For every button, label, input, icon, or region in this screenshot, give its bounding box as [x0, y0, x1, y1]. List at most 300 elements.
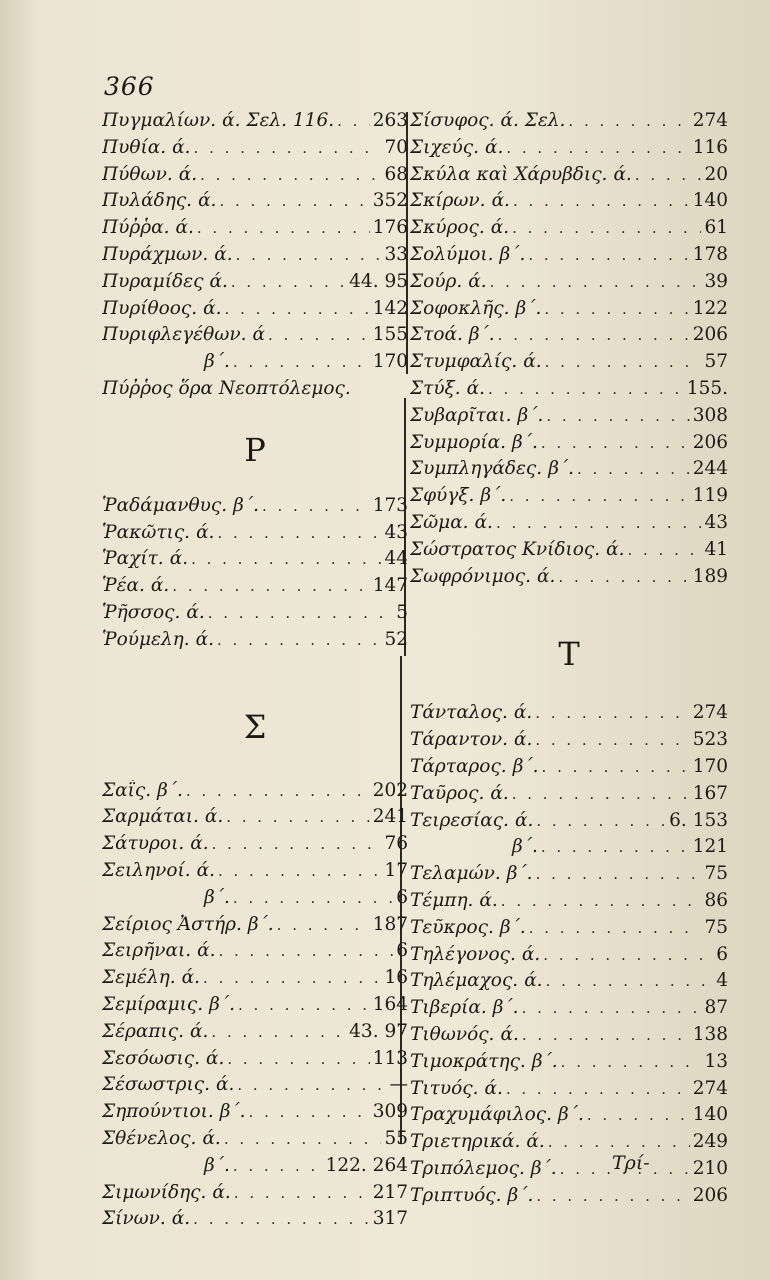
index-entry-pages: 41 — [704, 538, 728, 560]
right-column — [410, 110, 728, 1211]
leader-dots — [211, 1023, 346, 1041]
index-entry-pages: 122 — [692, 297, 728, 319]
index-entry-pages: 6 — [396, 940, 408, 962]
index-entry-pages: 202 — [372, 779, 408, 801]
index-entry — [410, 566, 728, 593]
leader-dots — [496, 514, 702, 532]
leader-dots — [238, 996, 370, 1014]
index-entry-pages: 164 — [372, 993, 408, 1015]
index-entry — [410, 1185, 728, 1212]
index-entry-pages: 176 — [372, 217, 408, 239]
index-list-pi — [102, 110, 408, 378]
index-entry-name: Σέραπις. — [102, 1020, 185, 1042]
leader-dots — [224, 1130, 382, 1148]
leader-dots — [561, 1053, 702, 1071]
index-entry — [102, 914, 408, 941]
index-entry — [102, 940, 408, 967]
index-entry-volume: β΄. — [506, 863, 533, 885]
index-entry-volume: β΄. — [530, 1157, 557, 1179]
leader-dots — [226, 808, 369, 826]
index-entry-volume: ά. — [490, 782, 509, 804]
index-entry-pages: 274 — [692, 110, 728, 131]
leader-dots — [186, 782, 370, 800]
index-entry-volume: ά. — [484, 1077, 503, 1099]
index-entry — [410, 405, 728, 432]
leader-dots — [536, 865, 702, 883]
index-entry-volume: ά. — [466, 377, 486, 399]
index-entry-name: Πυρίθοος. — [102, 297, 198, 319]
leader-dots — [498, 326, 690, 344]
index-entry — [102, 548, 408, 575]
index-entry-pages: 4 — [716, 970, 728, 992]
leader-dots — [529, 919, 702, 937]
index-entry-name: Ῥαχίτ. — [102, 548, 164, 570]
index-entry-name: Σώστρατος Κνίδιος. — [410, 538, 601, 560]
index-entry-pages: 170 — [372, 351, 408, 373]
index-entry-pages: 263 — [372, 110, 408, 131]
leader-dots — [191, 550, 381, 568]
index-entry-volume: β΄. — [204, 1154, 230, 1176]
index-entry-pages: 178 — [692, 243, 728, 265]
index-entry-volume: ά. — [490, 217, 510, 239]
index-entry-volume: ά. — [468, 270, 487, 292]
index-entry-pages: 70 — [384, 136, 408, 158]
index-entry-pages: 75 — [704, 863, 728, 885]
index-entry — [410, 1024, 728, 1051]
index-entry — [102, 967, 408, 994]
index-entry-volume: ά. — [172, 136, 191, 158]
index-entry-pages: 147 — [372, 575, 408, 597]
index-entry — [410, 458, 728, 485]
index-entry-name: Τριπόλεμος. — [410, 1157, 525, 1179]
index-entry-volume: β΄. — [157, 779, 183, 801]
index-entry-volume: β΄. — [515, 297, 542, 319]
index-entry-volume: ά. — [202, 1127, 221, 1149]
index-entry-volume: ά. — [204, 806, 224, 828]
leader-dots — [233, 889, 393, 907]
index-entry — [410, 432, 728, 459]
index-entry-name: Σοφοκλῆς. — [410, 297, 510, 319]
leader-dots — [522, 999, 702, 1017]
index-entry-pages: 122. 264 — [325, 1154, 408, 1176]
index-entry-name: Πυραμίδες — [102, 270, 204, 292]
leader-dots — [541, 434, 690, 452]
index-entry-name: Πυγμαλίων. — [102, 110, 217, 131]
index-entry-name: Τελαμών. — [410, 863, 501, 885]
index-entry-volume: β΄. — [219, 1101, 246, 1123]
index-entry — [410, 244, 728, 271]
index-entry-volume: β΄. — [512, 836, 538, 858]
leader-dots — [512, 785, 690, 803]
index-entry-volume: ά — [252, 324, 265, 346]
leader-dots — [535, 704, 689, 722]
index-entry — [102, 164, 408, 191]
leader-dots — [627, 541, 701, 559]
index-entry — [410, 1051, 728, 1078]
leader-dots — [513, 192, 690, 210]
index-entry-volume: ά. — [500, 1023, 519, 1045]
leader-dots — [217, 524, 381, 542]
index-entry — [410, 1131, 728, 1158]
index-entry-pages: 68 — [384, 163, 408, 185]
index-entry-pages: 317 — [372, 1208, 408, 1230]
leader-dots — [218, 862, 381, 880]
index-entry-volume: ά. — [212, 1181, 231, 1203]
leader-dots — [234, 1184, 370, 1202]
leader-dots — [541, 838, 690, 856]
index-entry-name: Τάνταλος. — [410, 702, 508, 724]
index-entry — [102, 1074, 408, 1101]
index-entry-pages: 33 — [384, 243, 408, 265]
index-entry — [410, 702, 728, 729]
index-entry-name: Πυριφλεγέθων. — [102, 324, 247, 346]
leader-dots — [200, 166, 381, 184]
index-entry-pages: 138 — [692, 1023, 728, 1045]
index-entry-pages: 142 — [372, 297, 408, 319]
index-entry-pages: 308 — [692, 404, 728, 426]
index-entry-pages: 309 — [372, 1101, 408, 1123]
index-entry — [410, 783, 728, 810]
leader-dots — [528, 246, 689, 264]
leader-dots — [268, 326, 370, 344]
index-entry — [102, 1021, 408, 1048]
index-entry-name: Σκίρων. — [410, 190, 486, 212]
index-list-sigma-continued — [410, 110, 728, 592]
index-entry-name: Πυράχμων. — [102, 243, 209, 265]
leader-dots — [277, 916, 370, 934]
index-entry — [102, 298, 408, 325]
index-entry-pages: 57 — [704, 351, 728, 373]
leader-dots — [231, 273, 346, 291]
index-entry — [410, 217, 728, 244]
index-entry — [102, 110, 408, 137]
index-entry-name: Σκύλα καὶ Χάρυβδις. — [410, 163, 608, 185]
index-entry — [102, 324, 408, 351]
leader-dots — [208, 604, 394, 622]
index-entry-pages: 76 — [384, 833, 408, 855]
index-entry-pages: 167 — [692, 782, 728, 804]
index-entry-volume: β΄. — [233, 494, 259, 516]
index-entry-volume: ά. — [203, 297, 222, 319]
index-entry-name: Στυμφαλίς. — [410, 351, 518, 373]
index-entry-pages: 274 — [692, 702, 728, 724]
index-entry-pages: 61 — [704, 217, 728, 239]
index-entry-name: Πύθων. — [102, 163, 173, 185]
index-entry — [102, 994, 408, 1021]
index-entry-volume: β΄. — [247, 913, 274, 935]
leader-dots — [488, 380, 684, 398]
index-entry-name: Ῥέα. — [102, 575, 145, 597]
leader-dots — [543, 946, 713, 964]
leader-dots — [577, 460, 690, 478]
index-entry-pages: 116 — [692, 136, 728, 158]
index-entry — [102, 522, 408, 549]
index-entry-volume: β΄. — [512, 755, 539, 777]
index-entry-volume: ά. — [175, 217, 194, 239]
index-entry-pages: 210 — [692, 1157, 728, 1179]
index-entry-volume: ά. — [514, 809, 534, 831]
index-entry-name: Τιτυός. — [410, 1077, 479, 1099]
index-entry-pages: 189 — [692, 565, 728, 587]
index-entry — [410, 271, 728, 298]
index-list-tau — [410, 702, 728, 1211]
index-entry-pages: 217 — [372, 1181, 408, 1203]
index-entry — [102, 887, 408, 914]
index-entry-name: Σειληνοί. — [102, 859, 191, 881]
index-entry — [410, 729, 728, 756]
index-entry-volume: ά. Σελ. — [500, 110, 566, 131]
leader-dots — [193, 1210, 370, 1228]
index-entry-volume: ά. — [190, 1020, 209, 1042]
index-entry-pages: 43 — [704, 511, 728, 533]
index-entry-name: Σάτυροι. — [102, 833, 185, 855]
leader-dots — [509, 487, 689, 505]
index-entry — [102, 1128, 408, 1155]
index-entry — [410, 997, 728, 1024]
index-entry-pages: 87 — [704, 997, 728, 1019]
index-entry-pages: 75 — [704, 916, 728, 938]
index-entry-volume: β΄. — [492, 997, 519, 1019]
index-entry — [102, 860, 408, 887]
leader-dots — [490, 273, 702, 291]
index-entry-name: Σούρ. — [410, 270, 463, 292]
index-entry-volume: β΄. — [209, 993, 235, 1015]
index-entry-name: Τεῦκρος. — [410, 916, 494, 938]
index-entry-name: Τάραντον. — [410, 729, 508, 751]
leader-dots — [203, 969, 381, 987]
index-entry — [410, 512, 728, 539]
index-entry-volume: ά. — [523, 351, 542, 373]
index-entry — [102, 217, 408, 244]
index-entry-pages: 6. 153 — [669, 809, 728, 831]
index-entry-pages: — — [389, 1074, 408, 1096]
index-entry-name: Σκύρος. — [410, 217, 485, 239]
left-column — [102, 110, 408, 1235]
index-entry-name: Ῥακῶτις. — [102, 521, 191, 543]
index-entry — [410, 298, 728, 325]
index-entry-pages: 5 — [396, 601, 408, 623]
index-entry-name: Σολύμοι. — [410, 243, 494, 265]
index-entry-pages: 244 — [692, 458, 728, 480]
index-entry-name: Ταῦρος. — [410, 782, 485, 804]
leader-dots — [227, 1050, 369, 1068]
index-entry — [102, 780, 408, 807]
index-entry-volume: ά. — [479, 889, 498, 911]
index-entry-name: Σθένελος. — [102, 1127, 197, 1149]
leader-dots — [587, 1106, 690, 1124]
index-entry — [410, 863, 728, 890]
index-entry — [102, 137, 408, 164]
index-entry — [102, 271, 408, 298]
index-entry — [102, 575, 408, 602]
index-entry-name: Τηλέμαχος. — [410, 970, 519, 992]
index-entry-volume: ά. — [513, 702, 533, 724]
index-entry-name: Συμπληγάδες. — [410, 458, 543, 480]
index-entry-name: Σιμωνίδης. — [102, 1181, 207, 1203]
page-number: 366 — [104, 72, 155, 101]
index-entry — [102, 833, 408, 860]
index-entry-name: Σαΐς. — [102, 779, 152, 801]
index-entry-name: Σωφρόνιμος. — [410, 565, 532, 587]
index-entry — [102, 806, 408, 833]
index-entry-pages: 155. — [686, 377, 728, 399]
index-entry-volume: ά. — [521, 943, 541, 965]
index-entry-name: Σίσυφος. — [410, 110, 495, 131]
index-entry-name: Τιβερία. — [410, 997, 487, 1019]
index-entry-volume: ά. — [214, 243, 233, 265]
index-entry-name: Τιθωνός. — [410, 1023, 495, 1045]
index-entry-volume: β΄. — [558, 1104, 584, 1126]
index-entry-volume: ά. — [491, 190, 510, 212]
index-entry-name: Συβαρῖται. — [410, 404, 512, 426]
index-entry-name: Σφύγξ. — [410, 485, 475, 507]
index-entry-volume: ά. — [195, 628, 215, 650]
index-entry-name: Τέμπη. — [410, 889, 474, 911]
index-entry-name: Ῥούμελη. — [102, 628, 190, 650]
index-entry-name: Τραχυμάφιλος. — [410, 1104, 552, 1126]
index-entry-volume: ά. — [196, 859, 215, 881]
index-entry — [410, 110, 728, 137]
index-entry — [102, 1208, 408, 1235]
leader-dots — [536, 812, 666, 830]
index-entry-volume: ά. — [526, 1131, 545, 1153]
index-entry — [102, 1048, 408, 1075]
index-entry-name: Ῥῆσσος. — [102, 601, 181, 623]
index-entry-volume: ά. — [150, 575, 170, 597]
index-list-rho — [102, 495, 408, 656]
leader-dots — [536, 1187, 689, 1205]
index-entry — [410, 324, 728, 351]
index-entry-pages: 16 — [384, 967, 408, 989]
index-entry-pages: 44 — [384, 548, 408, 570]
index-entry-name: Σεσόωσις. — [102, 1047, 200, 1069]
leader-dots — [535, 731, 689, 749]
index-entry — [410, 890, 728, 917]
index-entry-volume: ά. — [186, 601, 205, 623]
index-entry-volume: ά. — [606, 538, 625, 560]
index-entry-pages: 43 — [384, 521, 408, 543]
leader-dots — [635, 166, 702, 184]
index-entry-pages: 86 — [704, 889, 728, 911]
index-entry-volume: ά. — [198, 190, 217, 212]
leader-dots — [506, 139, 689, 157]
index-entry-pages: 52 — [384, 628, 408, 650]
index-entry-volume: ά. — [171, 1208, 191, 1230]
index-entry — [102, 244, 408, 271]
index-entry-volume: ά. — [537, 565, 556, 587]
index-entry — [410, 944, 728, 971]
index-entry-name: Σιχεύς. — [410, 136, 479, 158]
index-entry — [410, 351, 728, 378]
index-entry-name: Πυθία. — [102, 136, 167, 158]
index-entry-volume: β΄. — [531, 1050, 558, 1072]
leader-dots — [337, 112, 370, 130]
leader-dots — [217, 631, 381, 649]
leader-dots — [522, 1026, 690, 1044]
leader-dots — [542, 758, 690, 776]
index-entry-name: Τάρταρος. — [410, 755, 507, 777]
leader-dots — [546, 972, 714, 990]
index-entry-volume: ά. — [613, 163, 632, 185]
cross-reference-note: Πύῤῥος ὅρα Νεοπτόλεμος. — [102, 377, 351, 399]
index-entry-volume: β΄. — [499, 916, 526, 938]
index-entry-name: Τριπτυός. — [410, 1184, 502, 1206]
index-entry-pages: 173 — [372, 494, 408, 516]
index-entry-name: Σεμίραμις. — [102, 993, 204, 1015]
index-entry-volume: β΄. — [507, 1184, 534, 1206]
index-entry-name: Σεμέλη. — [102, 967, 176, 989]
index-entry-name: Τιμοκράτης. — [410, 1050, 526, 1072]
index-entry-volume: ά. — [169, 548, 189, 570]
index-entry-volume: ά. Σελ. 116. — [222, 110, 335, 131]
index-entry-name: Σίνων. — [102, 1208, 166, 1230]
index-entry — [410, 810, 728, 837]
index-entry — [410, 485, 728, 512]
leader-dots — [225, 300, 370, 318]
index-entry-pages: 241 — [372, 806, 408, 828]
leader-dots — [548, 1133, 690, 1151]
index-entry-name: Τειρεσίας. — [410, 809, 509, 831]
index-entry-volume: ά. — [181, 967, 201, 989]
index-entry-pages: 113 — [372, 1047, 408, 1069]
index-entry-pages: 206 — [692, 324, 728, 346]
index-entry-pages: 206 — [692, 1184, 728, 1206]
index-entry — [102, 190, 408, 217]
index-entry — [410, 1104, 728, 1131]
index-entry-volume: ά. — [215, 1074, 235, 1096]
index-entry — [410, 917, 728, 944]
leader-dots — [545, 353, 702, 371]
index-entry-volume: ά. — [190, 833, 209, 855]
index-entry-pages: 55 — [384, 1127, 408, 1149]
index-entry — [410, 756, 728, 783]
leader-dots — [219, 192, 369, 210]
index-entry-volume: β΄. — [468, 324, 495, 346]
index-entry-pages: 43. 97 — [349, 1020, 408, 1042]
index-entry-name: Σῶμα. — [410, 511, 469, 533]
index-entry — [410, 539, 728, 566]
index-entry — [410, 190, 728, 217]
index-entry-volume: ά. — [513, 729, 533, 751]
index-entry-pages: 140 — [692, 190, 728, 212]
leader-dots — [558, 568, 689, 586]
leader-dots — [546, 407, 689, 425]
leader-dots — [512, 219, 701, 237]
leader-dots — [194, 139, 382, 157]
leader-dots — [568, 112, 689, 130]
leader-dots — [233, 1157, 323, 1175]
index-entry-volume: β΄. — [548, 458, 575, 480]
index-entry — [410, 137, 728, 164]
index-list-sigma — [102, 780, 408, 1236]
index-entry — [410, 378, 728, 405]
leader-dots — [233, 353, 370, 371]
index-entry-volume: ά. — [197, 940, 216, 962]
index-entry-pages: 352 — [372, 190, 408, 212]
index-entry-name: Τριετηρικά. — [410, 1131, 521, 1153]
index-entry-volume: β΄. — [517, 404, 544, 426]
index-entry-pages: 155 — [372, 324, 408, 346]
index-entry-name: Τηλέγονος. — [410, 943, 516, 965]
catchword: Τρί- — [612, 1152, 650, 1174]
index-entry-name: Στοά. — [410, 324, 463, 346]
index-entry-name: Ῥαδάμανθυς. — [102, 494, 228, 516]
index-entry-pages: 39 — [704, 270, 728, 292]
leader-dots — [172, 577, 369, 595]
index-entry — [102, 1101, 408, 1128]
leader-dots — [249, 1103, 370, 1121]
index-entry-name: Συμμορία. — [410, 431, 507, 453]
